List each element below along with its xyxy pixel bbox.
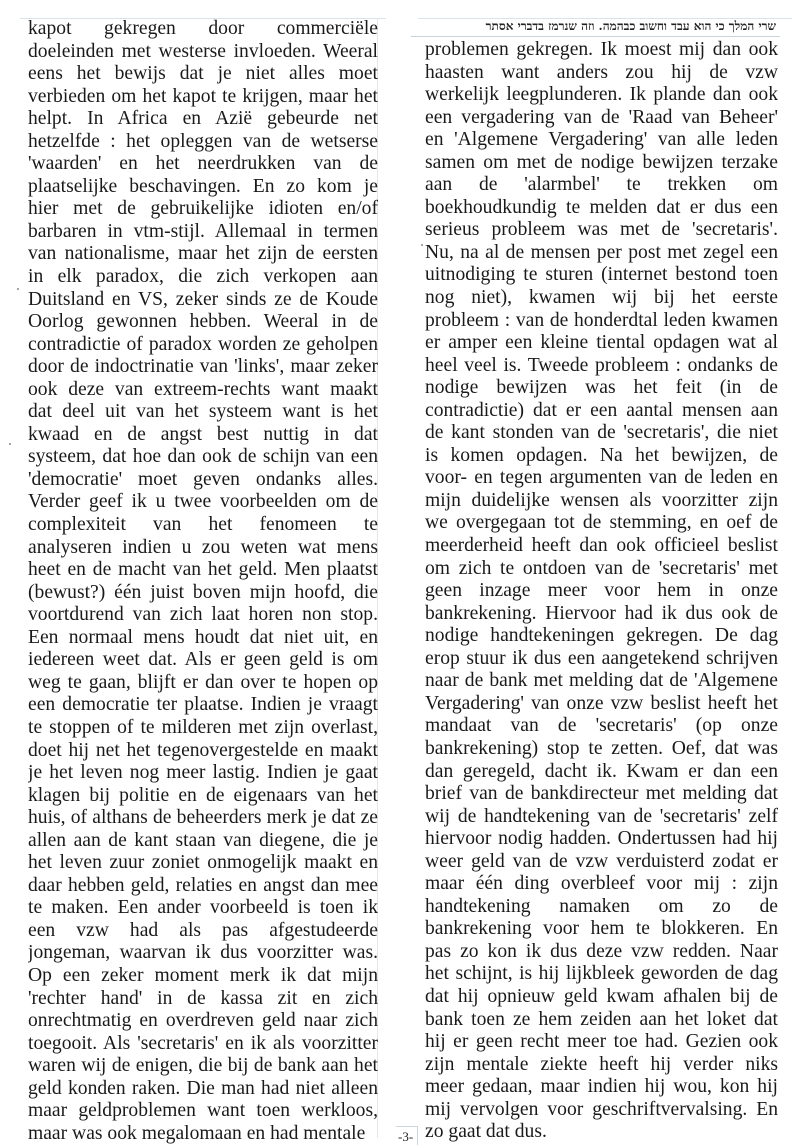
- text-line: dan geregeld, dacht ik. Kwam er dan een: [425, 760, 778, 782]
- text-line: maar één ding overbleef voor mij : zijn: [425, 873, 778, 895]
- text-line: een vzw had als pas afgestudeerde: [28, 919, 378, 941]
- text-line: kapot gekregen door commerciële: [28, 18, 378, 39]
- text-line: Vergadering' van onze vzw beslist heeft het: [425, 692, 778, 714]
- text-line: weg te gaan, blijft er dan over te hopen op: [28, 671, 378, 693]
- text-line: jongeman, waarvan ik dus voorzitter was.: [28, 942, 378, 964]
- text-line: Oorlog gewonnen hebben. Weeral in de: [28, 311, 378, 333]
- hebrew-header-strip: שרי המלך כי הוא עבד וחשוב כבהמה. וזה שנרמז בדברי אסתר: [411, 18, 780, 37]
- right-column-body: [425, 39, 780, 1144]
- text-line: 'waarden' en het neerdrukken van de: [28, 153, 378, 175]
- text-line: samen om met de nodige bewijzen terzake: [425, 151, 778, 173]
- text-line: Verder geef ik u twee voorbeelden om de: [28, 491, 378, 513]
- text-line: allen aan de kant staan van diegene, die je: [28, 829, 378, 851]
- text-line: mandaat van de 'secretaris' (op onze: [425, 715, 778, 737]
- text-line: kwaad en de angst best nuttig in dat: [28, 423, 378, 445]
- text-line: hij er geen recht meer toe had. Gezien ook: [425, 1031, 778, 1053]
- text-line: barbaren in vtm-stijl. Allemaal in termen: [28, 220, 378, 242]
- right-column: [425, 18, 780, 1144]
- scan-speck: [17, 288, 19, 290]
- text-line: er amper een kleine tiental opdagen wat al: [425, 332, 778, 354]
- text-line: we overgegaan tot de stemming, en oef de: [425, 512, 778, 534]
- text-line: toegooit. Als 'secretaris' en ik als voorzitter: [28, 1032, 378, 1054]
- text-line: voortdurend van zich laat horen non stop.: [28, 604, 378, 626]
- text-line: iedereen weet dat. Als er geen geld is om: [28, 649, 378, 671]
- text-line: dat hij opnieuw geld kwam afhalen bij de: [425, 985, 778, 1007]
- text-line: geen inzage meer voor hem in onze: [425, 580, 778, 602]
- text-line: zijn mentale ziekte heeft hij verder niks: [425, 1053, 778, 1075]
- text-line: daar hebben geld, relaties en angst dan mee: [28, 874, 378, 896]
- text-line: heet en de macht van het geld. Men plaatst: [28, 559, 378, 581]
- text-line: om zich te ontdoen van de 'secretaris' met: [425, 557, 778, 579]
- text-line: nodige bewijzen was het feit (in de: [425, 377, 778, 399]
- text-line: doet hij net het tegenovergestelde en maakt: [28, 739, 378, 761]
- text-line: geld konden raken. Die man had niet alleen: [28, 1077, 378, 1099]
- text-line: voor- en tegen argumenten van de leden en: [425, 467, 778, 489]
- text-line: haasten want anders zou hij de vzw: [425, 61, 778, 83]
- text-line: hiervoor nodig hadden. Ondertussen had hij: [425, 828, 778, 850]
- text-line: problemen gekregen. Ik moest mij dan ook: [425, 39, 778, 60]
- scan-speck: [9, 443, 11, 445]
- text-line: bankrekening) stop te zetten. Oef, dat was: [425, 737, 778, 759]
- text-line: de kant stonden van de 'secretaris', die niet: [425, 422, 778, 444]
- text-line: meer gedaan, maar indien hij wou, kon hij: [425, 1076, 778, 1098]
- text-line: is komen opdagen. Na het bewijzen, de: [425, 444, 778, 466]
- text-line: serieus probleem was met de 'secretaris'.: [425, 219, 778, 241]
- text-line: zo gaat dat dus.: [425, 1121, 547, 1143]
- text-line: ook deze van extreem-rechts want maakt: [28, 378, 378, 400]
- text-line: een vergadering van de 'Raad van Beheer': [425, 106, 778, 128]
- text-line: naar de bank met melding dat de 'Algemene: [425, 670, 778, 692]
- text-line: probleem : van de honderdtal leden kwamen: [425, 309, 778, 331]
- text-line: eens het bewijs dat je niet alles moet: [28, 63, 378, 85]
- text-line: Op een zeker moment merk ik dat mijn: [28, 964, 378, 986]
- text-line: nodige handtekeningen gekregen. De dag: [425, 625, 778, 647]
- text-line: systeem, dat hoe dan ook de schijn van een: [28, 446, 378, 468]
- text-line: 'rechter hand' in de kassa zit en zich: [28, 987, 378, 1009]
- text-line: het schijnt, is hij lijkbleek geworden de dag: [425, 963, 778, 985]
- text-line: aan de 'alarmbel' te trekken om: [425, 174, 778, 196]
- text-line: wij de handtekening van de 'secretaris' zelf: [425, 805, 778, 827]
- text-line: door de indoctrinatie van 'links', maar zeker: [28, 356, 378, 378]
- text-line: (bewust?) één juist boven mijn hoofd, die: [28, 581, 378, 603]
- text-line: van nationalisme, maar het zijn de eersten: [28, 243, 378, 265]
- text-line: doeleinden met westerse invloeden. Weeral: [28, 40, 378, 62]
- text-line: klagen bij politie en de eigenaars van het: [28, 784, 378, 806]
- text-line: in elk paradox, die zich verkopen aan: [28, 266, 378, 288]
- left-column: [28, 18, 378, 1144]
- scan-speck: [421, 244, 423, 246]
- text-line: werkelijk leegplunderen. Ik plande dan ook: [425, 84, 778, 106]
- text-line: een democratie ter plaatse. Indien je vraagt: [28, 694, 378, 716]
- text-line: pas zo kon ik dus deze vzw redden. Naar: [425, 940, 778, 962]
- text-line: Nu, na al de mensen per post met zegel een: [425, 241, 778, 263]
- text-line: brief van de bankdirecteur met melding dat: [425, 783, 778, 805]
- text-line: hier met de gebruikelijke idioten en/of: [28, 198, 378, 220]
- text-line: bankrekening voor hem te blokkeren. En: [425, 918, 778, 940]
- text-line: waren wij de enigen, die bij de bank aan het: [28, 1055, 378, 1077]
- text-line: verbieden om het kapot te krijgen, maar het: [28, 85, 378, 107]
- text-line: Een normaal mens houdt dat niet uit, en: [28, 626, 378, 648]
- text-line: te maken. Een ander voorbeeld is toen ik: [28, 897, 378, 919]
- text-line: te stoppen of te milderen met zijn overlast,: [28, 716, 378, 738]
- text-line: onrechtmatig en overdreven geld naar zich: [28, 1010, 378, 1032]
- text-line: het leven zuur zoniet onmogelijk maakt en: [28, 852, 378, 874]
- text-line: complexiteit van het fenomeen te: [28, 514, 378, 536]
- text-line: bank toen ze hem zeiden aan het loket dat: [425, 1008, 778, 1030]
- text-line: hetzelfde : het opleggen van de wetserse: [28, 130, 378, 152]
- text-line: contradictie of paradox worden ze geholpen: [28, 333, 378, 355]
- text-line: mijn duidelijke wensen als voorzitter zijn: [425, 489, 778, 511]
- text-line: plaatselijke beschavingen. En zo kom je: [28, 175, 378, 197]
- text-line: boekhoudkundig te melden dat er dus een: [425, 196, 778, 218]
- text-line: mij vervolgen voor geschriftvervalsing. En: [425, 1098, 778, 1120]
- text-line: meerderheid heeft dan ook officieel beslist: [425, 535, 778, 557]
- text-line: maar was ook megalomaan en had mentale: [28, 1122, 366, 1144]
- text-line: helpt. In Africa en Azië gebeurde net: [28, 108, 378, 130]
- text-line: 'democratie' moet geven ondanks alles.: [28, 468, 378, 490]
- text-line: weer geld van de vzw verduisterd zodat er: [425, 850, 778, 872]
- text-line: maar geldproblemen want toen werkloos,: [28, 1100, 378, 1122]
- text-line: analyseren indien u zou weten wat mens: [28, 536, 378, 558]
- text-line: je het leven nog meer lastig. Indien je gaat: [28, 762, 378, 784]
- text-line: uitnodiging te sturen (internet bestond toen: [425, 264, 778, 286]
- text-line: en 'Algemene Vergadering' van alle leden: [425, 129, 778, 151]
- text-line: heel veel is. Tweede probleem : ondanks de: [425, 354, 778, 376]
- text-line: nog niet), kwamen wij bij het eerste: [425, 287, 778, 309]
- text-line: contradictie) dat er een aantal mensen aan: [425, 399, 778, 421]
- text-line: erop stuur ik dus een aangetekend schrijven: [425, 647, 778, 669]
- text-line: Duitsland en VS, zeker sinds ze de Koude: [28, 288, 378, 310]
- text-line: dat deel uit van het systeem want is het: [28, 401, 378, 423]
- page-number: -3-: [396, 1126, 418, 1145]
- text-line: huis, of althans de beheerders merk je dat ze: [28, 807, 378, 829]
- text-line: handtekening namaken om zo de: [425, 895, 778, 917]
- text-line: bankrekening. Hiervoor had ik dus ook de: [425, 602, 778, 624]
